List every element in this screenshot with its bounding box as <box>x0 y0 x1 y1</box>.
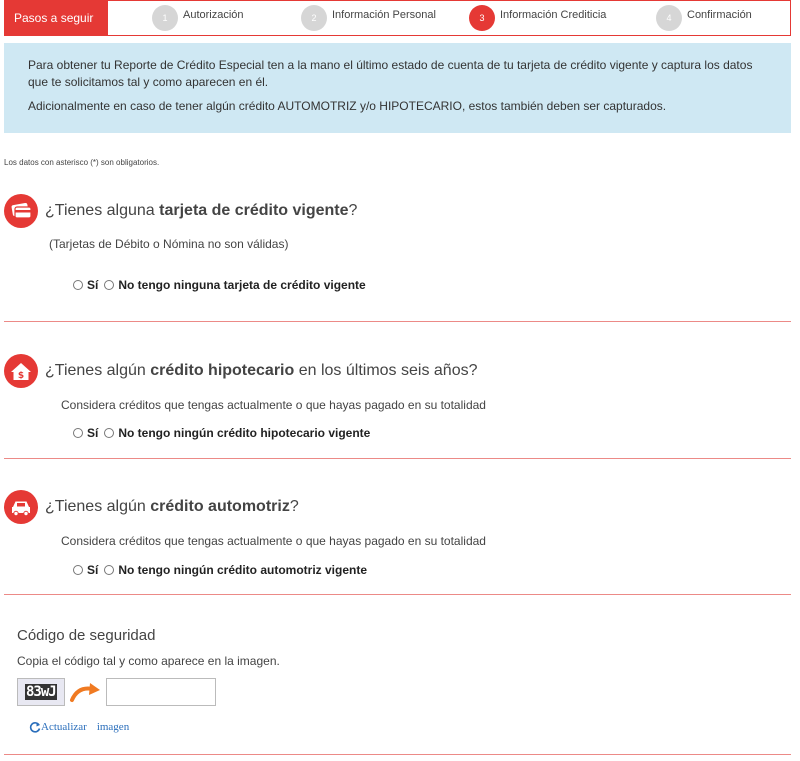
divider <box>4 458 791 459</box>
q1-options <box>73 278 372 292</box>
info-paragraph-1: Para obtener tu Reporte de Crédito Especial ten a la mano el último estado de cuenta de tu tarjeta de crédito vigente y captura los datos que te solicitamos tal y como aparecen en él. <box>28 58 753 89</box>
q3-no-radio[interactable] <box>104 565 114 575</box>
step-2-label: Información Personal <box>332 9 436 21</box>
q2-no-label[interactable]: No tengo ningún crédito hipotecario vigente <box>118 426 371 440</box>
required-note: Los datos con asterisco (*) son obligatorios. <box>4 158 160 167</box>
q3-yes-label[interactable]: Sí <box>87 563 99 577</box>
credit-card-icon <box>4 194 38 228</box>
q2-post: en los últimos seis años? <box>294 362 478 379</box>
security-title: Código de seguridad <box>17 627 156 644</box>
info-paragraph-2: Adicionalmente en caso de tener algún crédito AUTOMOTRIZ y/o HIPOTECARIO, estos también deben ser capturados. <box>28 99 667 113</box>
q1-yes-radio[interactable] <box>73 280 83 290</box>
q2-no-radio[interactable] <box>104 428 114 438</box>
question-credit-card <box>45 202 357 220</box>
security-note: Copia el código tal y como aparece en la imagen. <box>17 654 280 668</box>
q2-note: Considera créditos que tengas actualmente o que hayas pagado en su totalidad <box>61 398 486 412</box>
step-3 <box>469 6 606 30</box>
captcha-image <box>17 678 65 706</box>
house-dollar-icon <box>4 354 38 388</box>
car-icon <box>4 490 38 524</box>
step-3-number: 3 <box>469 5 495 31</box>
q1-no-label[interactable]: No tengo ninguna tarjeta de crédito vigente <box>118 278 366 292</box>
steps-bar <box>4 0 791 36</box>
divider <box>4 594 791 595</box>
steps-track <box>108 1 790 35</box>
q3-note: Considera créditos que tengas actualmente o que hayas pagado en su totalidad <box>61 534 486 548</box>
captcha-input[interactable] <box>106 678 216 706</box>
captcha-text: 83wJ <box>26 684 56 700</box>
refresh-captcha-link[interactable] <box>29 721 129 733</box>
step-4-label: Confirmación <box>687 9 752 21</box>
q2-yes-radio[interactable] <box>73 428 83 438</box>
steps-label: Pasos a seguir <box>5 1 108 35</box>
q1-bold: tarjeta de crédito vigente <box>159 202 349 219</box>
svg-text:$: $ <box>17 371 25 381</box>
refresh-label[interactable]: Actualizar <box>41 721 87 733</box>
q2-pre: ¿Tienes algún <box>45 362 151 379</box>
image-label[interactable]: imagen <box>96 721 130 733</box>
step-1-number: 1 <box>152 5 178 31</box>
step-2-number: 2 <box>301 5 327 31</box>
q3-options <box>73 563 373 577</box>
divider <box>4 754 791 755</box>
q1-post: ? <box>348 202 358 219</box>
q2-options <box>73 426 376 440</box>
step-4 <box>656 6 752 30</box>
curved-arrow-icon <box>68 680 104 704</box>
divider <box>4 321 791 322</box>
q2-yes-label[interactable]: Sí <box>87 426 99 440</box>
q3-bold: crédito automotriz <box>150 498 290 515</box>
step-1-label: Autorización <box>183 9 244 21</box>
q1-note: (Tarjetas de Débito o Nómina no son válidas) <box>49 237 289 251</box>
q3-post: ? <box>289 498 299 515</box>
step-1 <box>152 6 244 30</box>
q1-yes-label[interactable]: Sí <box>87 278 99 292</box>
q3-yes-radio[interactable] <box>73 565 83 575</box>
q1-pre: ¿Tienes alguna <box>45 202 160 219</box>
step-3-label: Información Crediticia <box>500 9 607 21</box>
step-4-number: 4 <box>656 5 682 31</box>
q1-no-radio[interactable] <box>104 280 114 290</box>
q3-no-label[interactable]: No tengo ningún crédito automotriz vigente <box>118 563 368 577</box>
question-auto <box>45 498 299 516</box>
info-box <box>4 43 791 133</box>
q2-bold: crédito hipotecario <box>150 362 295 379</box>
refresh-icon[interactable] <box>29 721 41 733</box>
q3-pre: ¿Tienes algún <box>45 498 151 515</box>
step-2 <box>301 6 436 30</box>
question-mortgage <box>45 362 477 380</box>
